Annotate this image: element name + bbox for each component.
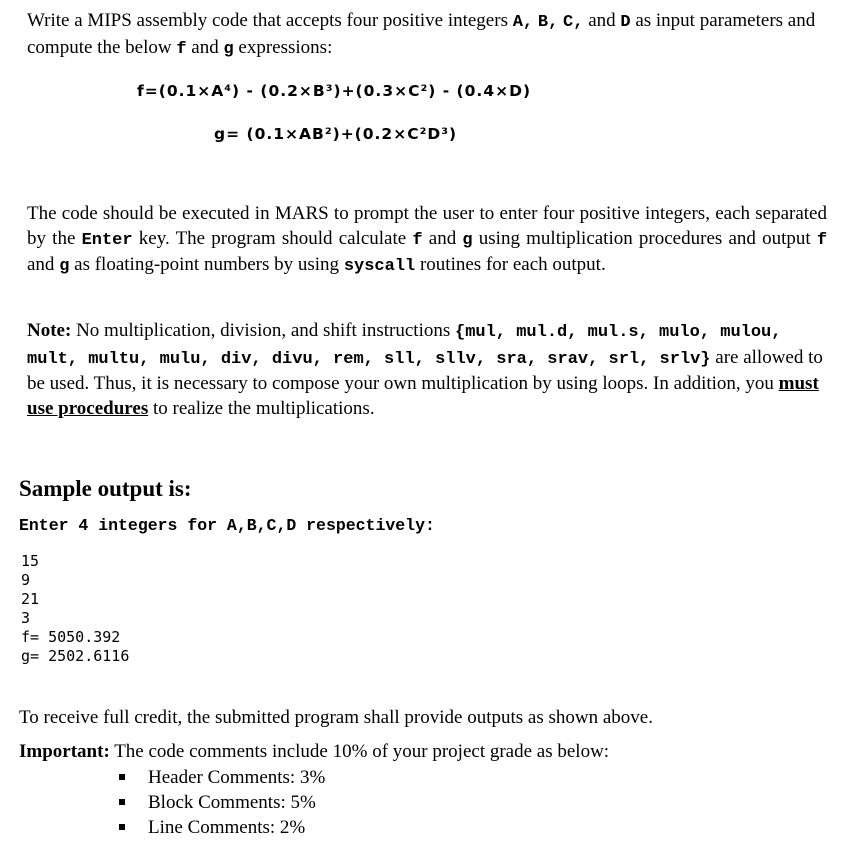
param-a: A, [512,13,534,32]
para2-and: and [422,227,463,249]
para2-text-5: routines for each output. [415,254,606,275]
instructions-paragraph [27,202,827,280]
equation-g: g= (0.1×AB²)+(0.2×C²D³) [214,125,458,143]
important-line [19,740,609,765]
intro-paragraph [27,9,827,62]
important-label: Important: [19,741,110,762]
bullet-icon [119,799,125,805]
comment-breakdown-list [117,765,325,840]
para2-text-4: as floating-point numbers by using [69,254,344,275]
list-item [117,790,325,815]
intro-text-2: as input parameters and compute the below [27,10,816,58]
credit-text: To receive full credit, the submitted program shall provide outputs as shown above. [19,707,653,728]
equation-f: f=(0.1×A⁴) - (0.2×B³)+(0.3×C²) - (0.4×D) [137,82,532,100]
input-value: 21 [21,590,40,608]
input-value: 9 [21,571,31,589]
list-item-text: Block Comments: 5% [148,792,316,813]
var-g: g [59,257,70,276]
bullet-icon [119,824,125,830]
list-item [117,765,325,790]
list-item [117,815,325,840]
note-text-1: No multiplication, division, and shift instructions [71,320,451,341]
input-value: 3 [21,609,31,627]
param-d: D [620,13,631,32]
var-f: f [176,39,187,59]
para2-and-2: and [27,254,60,275]
syscall-keyword: syscall [343,257,416,276]
note-label: Note: [27,320,72,341]
param-b: B, [537,13,559,32]
list-item-text: Header Comments: 3% [148,767,326,788]
var-g: g [223,39,234,59]
var-f: f [816,230,828,250]
enter-key: Enter [81,230,133,250]
bullet-icon [119,774,125,780]
sample-heading: Sample output is: [19,476,192,501]
para2-text-1: The code should be executed in MARS to prompt the user to enter four positive integers, each separated by the [27,203,827,249]
note-text-3: to realize the multiplications. [148,397,375,419]
important-text: The code comments include 10% of your project grade as below: [109,741,610,762]
intro-and-2: and [186,36,224,58]
input-value: 15 [21,552,40,570]
list-item-text: Line Comments: 2% [148,817,306,838]
output-f: f= 5050.392 [21,628,121,646]
intro-and: and [583,10,621,31]
note-paragraph [27,319,827,421]
forbidden-instructions: {mul, mul.d, mul.s, mulo, mulou, mult, multu, mulu, div, divu, rem, sll, sllv, sra, srav, srl, srlv} [27,323,782,369]
must-use-procedures: must use procedures [27,373,819,419]
intro-text: Write a MIPS assembly code that accepts four positive integers [27,10,513,31]
output-g: g= 2502.6116 [21,647,130,665]
para2-text-2: key. The program should calculate [132,227,413,249]
param-c: C, [563,13,584,32]
intro-text-3: expressions: [233,36,333,58]
var-g: g [462,230,473,250]
note-text-2: are allowed to be used. Thus, it is necessary to compose your own multiplication by using loops. In addition, you [27,346,823,394]
para2-text-3: using multiplication procedures and output [472,227,817,249]
var-f: f [412,230,423,250]
sample-prompt: Enter 4 integers for A,B,C,D respectively: [19,516,435,535]
